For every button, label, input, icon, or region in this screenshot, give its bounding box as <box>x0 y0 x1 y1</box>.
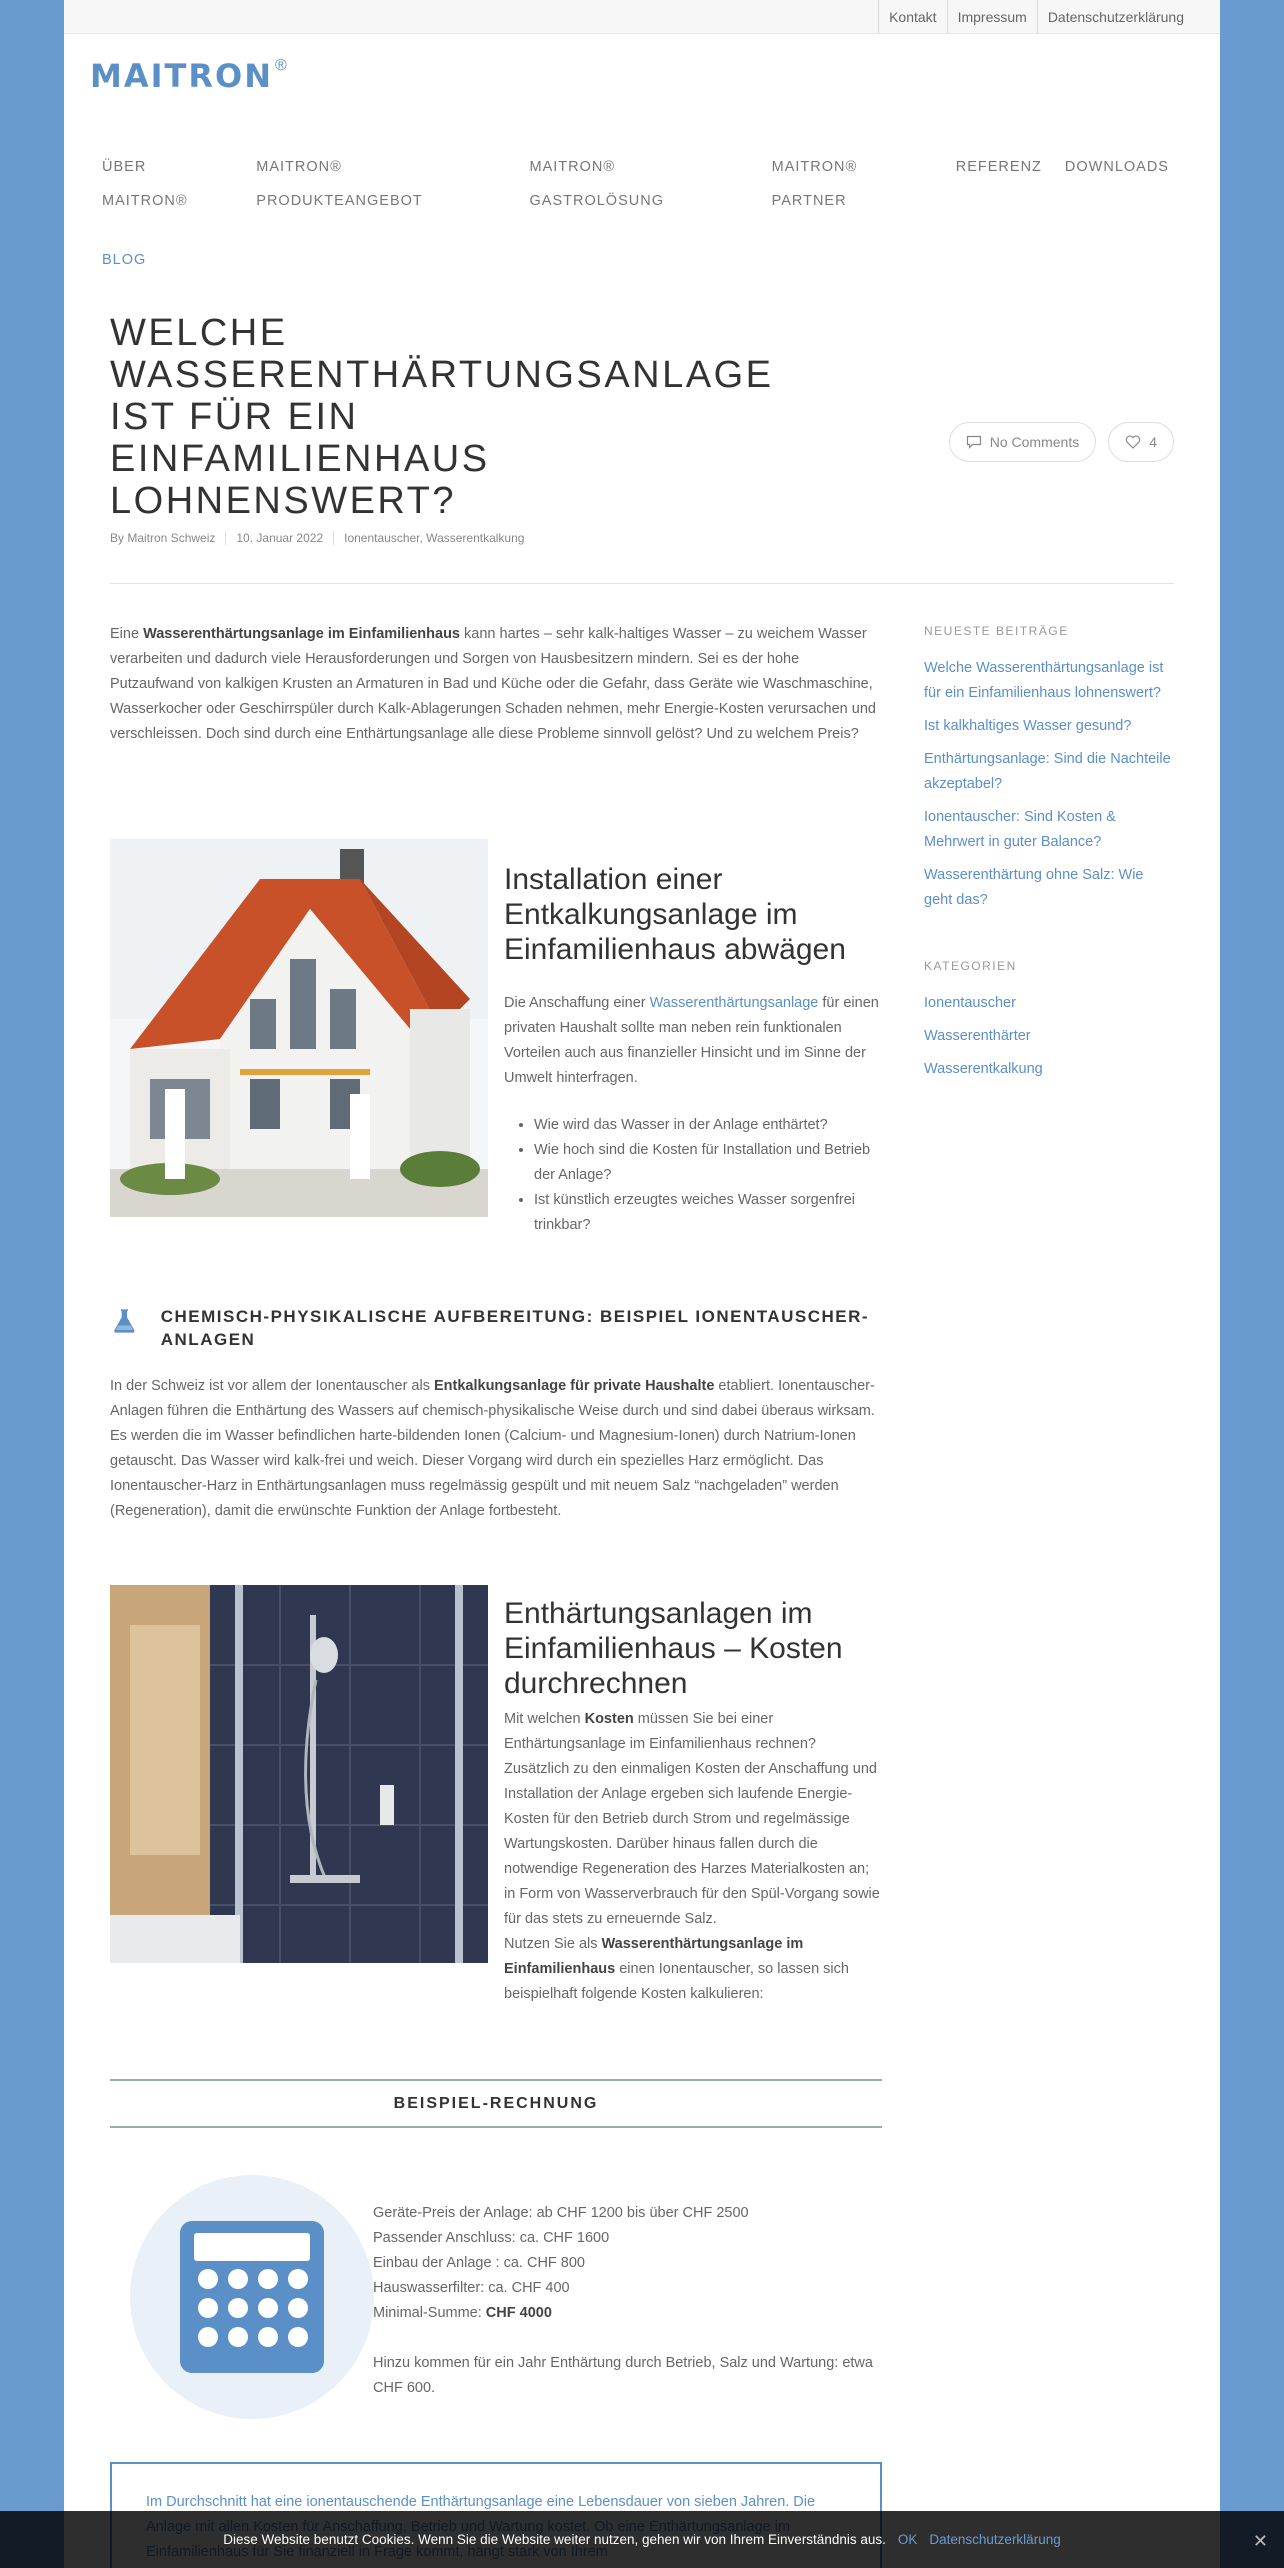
nav-item-ueber[interactable]: ÜBER MAITRON® <box>102 159 188 209</box>
calculator-illustration <box>130 2175 374 2419</box>
topbar-link-datenschutz[interactable]: Datenschutzerklärung <box>1037 0 1194 34</box>
cost-line: Hauswasserfilter: ca. CHF 400 <box>373 2280 570 2296</box>
example-heading: BEISPIEL-RECHNUNG <box>110 2079 882 2128</box>
intro-paragraph: Eine Wasserenthärtungsanlage im Einfamilienhaus kann hartes – sehr kalk-haltiges Wasser – zu weichem Wasser verarbeiten und dadurch viele Herausforderungen und Sorgen von Hausbesitzern mindern. Sei es der hohe Putzaufwand von kalkigen Krusten an Armaturen in Bad und Küche oder die Gefahr, dass Geräte wie Waschmaschine, Wasserkocher oder Geschirrspüler durch Kalk-Ablagerungen Schaden nehmen, mehr Energie-Kosten verursachen und verschleissen. Doch sind durch eine Enthärtungsanlage alle diese Probleme sinnvoll gelöst? Und zu welchem Preis? <box>110 626 876 742</box>
cookie-ok-button[interactable]: OK <box>897 2532 918 2547</box>
calculator-icon <box>130 2175 374 2419</box>
sidebar-heading-recent: NEUESTE BEITRÄGE <box>924 624 1069 638</box>
comments-label: No Comments <box>989 434 1080 450</box>
section-heading: Enthärtungsanlagen im Einfamilienhaus – Kosten durchrechnen <box>504 1597 843 1700</box>
list-item: • Ist künstlich erzeugtes weiches Wasser sorgenfrei trinkbar? <box>534 1188 884 1238</box>
section-heading: CHEMISCH-PHYSIKALISCHE AUFBEREITUNG: BEISPIEL IONENTAUSCHER-ANLAGEN <box>160 1307 870 1349</box>
nav-item-referenz[interactable]: REFERENZ <box>955 159 1042 175</box>
highlight-box: Im Durchschnitt hat eine ionentauschende Enthärtungsanlage eine Lebensdauer von sieben Jahren. Die <box>110 2462 882 2568</box>
chem-heading-row <box>110 1305 882 1351</box>
cost-line: Geräte-Preis der Anlage: ab CHF 1200 bis über CHF 2500 <box>373 2205 749 2221</box>
comment-icon <box>966 435 982 449</box>
close-icon[interactable]: ✕ <box>1252 2531 1268 2551</box>
sidebar-heading-categories: KATEGORIEN <box>924 959 1017 973</box>
list-item: • Wie wird das Wasser in der Anlage enthärtet? <box>534 1113 884 1138</box>
cookie-text: Diese Website benutzt Cookies. Wenn Sie die Website weiter nutzen, gehen wir von Ihrem Einverständnis aus. <box>223 2532 886 2547</box>
nav-item-partner[interactable]: MAITRON® PARTNER <box>771 159 858 209</box>
top-utility-bar <box>64 0 1220 34</box>
page-title <box>110 312 810 522</box>
recent-post-link[interactable]: Enthärtungsanlage: Sind die Nachteile akzeptabel? <box>924 751 1171 792</box>
inline-link-wasserenthaertungsanlage[interactable]: Wasserenthärtungsanlage <box>649 995 819 1011</box>
nav-item-downloads[interactable]: DOWNLOADS <box>1064 159 1169 175</box>
nav-item-gastroloesung[interactable]: MAITRON® GASTROLÖSUNG <box>529 159 664 209</box>
flask-icon <box>110 1305 139 1337</box>
title-line: LOHNENSWERT? <box>110 480 457 522</box>
category-link[interactable]: Wasserentkalkung <box>924 1061 1043 1077</box>
list-item: • Wie hoch sind die Kosten für Installation und Betrieb der Anlage? <box>534 1138 884 1188</box>
post-categories[interactable]: Ionentauscher, Wasserentkalkung <box>333 531 534 545</box>
logo-text: MAITRON <box>90 57 273 95</box>
title-line: WELCHE <box>110 312 288 354</box>
cookie-privacy-link[interactable]: Datenschutzerklärung <box>929 2532 1061 2547</box>
post-author[interactable]: By Maitron Schweiz <box>110 531 216 545</box>
page <box>64 0 1220 2568</box>
comments-button[interactable] <box>949 422 1096 462</box>
title-line: EINFAMILIENHAUS <box>110 438 490 480</box>
recent-post-link[interactable]: Wasserenthärtung ohne Salz: Wie geht das? <box>924 867 1144 908</box>
category-link[interactable]: Ionentauscher <box>924 995 1016 1011</box>
post-meta <box>110 531 534 545</box>
like-button[interactable] <box>1108 422 1174 462</box>
shower-image <box>110 1585 488 1963</box>
main-nav <box>102 150 1192 277</box>
like-count: 4 <box>1149 434 1157 450</box>
nav-item-blog[interactable]: BLOG <box>102 252 147 268</box>
post-date: 10. Januar 2022 <box>225 531 333 545</box>
cost-list <box>373 2201 883 2401</box>
cost-extra: Hinzu kommen für ein Jahr Enthärtung durch Betrieb, Salz und Wartung: etwa CHF 600. <box>373 2355 873 2396</box>
section-paragraph: Die Anschaffung einer Wasserenthärtungsanlage für einen privaten Haushalt sollte man neben rein funktionalen Vorteilen auch aus finanzieller Hinsicht und im Sinne der Umwelt hinterfragen. <box>504 995 879 1086</box>
logo-registered-mark: ® <box>274 57 287 74</box>
title-line: IST FÜR EIN <box>110 396 359 438</box>
section-kosten <box>504 1596 884 2007</box>
cost-line: Einbau der Anlage : ca. CHF 800 <box>373 2255 585 2271</box>
nav-item-produkteangebot[interactable]: MAITRON® PRODUKTEANGEBOT <box>256 159 423 209</box>
recent-post-link[interactable]: Ist kalkhaltiges Wasser gesund? <box>924 718 1132 734</box>
cost-line: Passender Anschluss: ca. CHF 1600 <box>373 2230 610 2246</box>
category-link[interactable]: Wasserenthärter <box>924 1028 1031 1044</box>
sidebar <box>924 624 1174 1090</box>
heart-icon <box>1125 435 1141 449</box>
topbar-link-kontakt[interactable]: Kontakt <box>878 0 946 34</box>
cost-total: Minimal-Summe: CHF 4000 <box>373 2305 552 2321</box>
recent-post-link[interactable]: Ionentauscher: Sind Kosten & Mehrwert in guter Balance? <box>924 809 1116 850</box>
section-installation <box>504 862 884 1238</box>
chem-paragraph: In der Schweiz ist vor allem der Ionentauscher als Entkalkungsanlage für private Haushalte etabliert. Ionentauscher-Anlagen führen die Enthärtung des Wassers auf chemisch-physikalische Weise durch und sind dabei überaus wirksam. Es werden die im Wasser befindlichen harte-bildenden Ionen (Calcium- und Magnesium-Ionen) durch Natrium-Ionen getauscht. Das Wasser wird kalk-frei und weich. Dieser Vorgang wird durch ein spezielles Harz ermöglicht. Das Ionentauscher-Harz in Enthärtungsanlagen muss regelmässig gespült und mit neuem Salz “nachgeladen” werden (Regeneration), damit die erwünschte Funktion der Anlage fortbesteht. <box>110 1378 875 1519</box>
question-list <box>504 1113 884 1238</box>
recent-posts-list <box>924 656 1174 913</box>
section-paragraph: Nutzen Sie als Wasserenthärtungsanlage im Einfamilienhaus einen Ionentauscher, so lassen sich beispielhaft folgende Kosten kalkulieren: <box>504 1936 849 2002</box>
site-logo[interactable] <box>90 58 287 94</box>
post-actions <box>949 422 1174 462</box>
cookie-banner <box>0 2511 1284 2568</box>
divider <box>110 583 1174 584</box>
recent-post-link[interactable]: Welche Wasserenthärtungsanlage ist für ein Einfamilienhaus lohnenswert? <box>924 660 1164 701</box>
categories-list <box>924 991 1174 1082</box>
topbar-link-impressum[interactable]: Impressum <box>947 0 1037 34</box>
title-line: WASSERENTHÄRTUNGSANLAGE <box>110 354 774 396</box>
section-paragraph: Mit welchen Kosten müssen Sie bei einer Enthärtungsanlage im Einfamilienhaus rechnen? Zusätzlich zu den einmaligen Kosten der Anschaffung und Installation der Anlage ergeben sich laufende Energie-Kosten für den Betrieb durch Strom und regelmässige Wartungskosten. Darüber hinaus fallen durch die notwendige Regeneration des Harzes Materialkosten an; in Form von Wasserverbrauch für den Spül-Vorgang sowie für das stets zu erneuernde Salz. <box>504 1711 880 1927</box>
house-image <box>110 839 488 1217</box>
section-heading: Installation einer Entkalkungsanlage im Einfamilienhaus abwägen <box>504 863 846 966</box>
